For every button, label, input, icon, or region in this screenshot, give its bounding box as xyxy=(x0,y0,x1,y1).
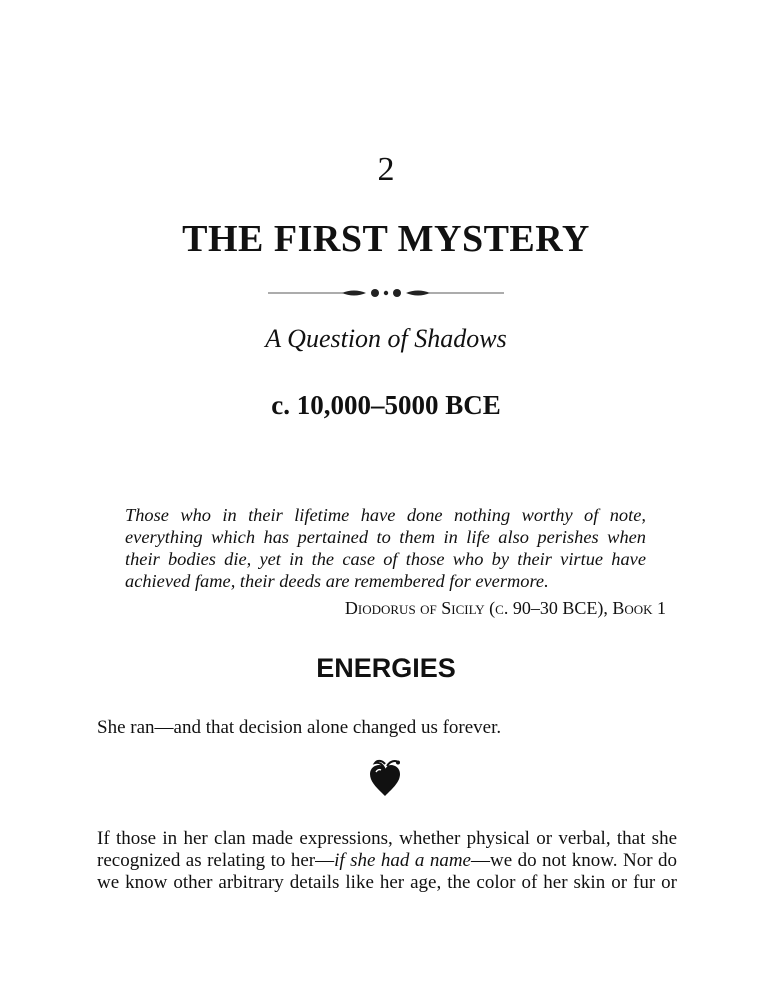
chapter-title: THE FIRST MYSTERY xyxy=(182,218,590,260)
paragraph-line: If those in her clan made expressions, whether physical or verbal, that she xyxy=(97,828,677,849)
opening-line: She ran—and that decision alone changed us forever. xyxy=(97,717,502,738)
section-heading: ENERGIES xyxy=(316,653,456,683)
paragraph-text: recognized as relating to her— xyxy=(97,850,335,871)
epigraph-attribution: Diodorus of Sicily (c. 90–30 BCE), Book 1 xyxy=(344,598,666,618)
chapter-number: 2 xyxy=(377,151,395,188)
chapter-subtitle: A Question of Shadows xyxy=(265,324,507,353)
body-paragraph xyxy=(97,828,677,894)
paragraph-line: we know other arbitrary details like her age, the color of her skin or fur or xyxy=(97,872,677,893)
paragraph-text: —we do not know. Nor do xyxy=(470,850,678,871)
heart-fleuron-icon xyxy=(367,758,403,798)
paragraph-line xyxy=(97,850,677,872)
epigraph-quote: Those who in their lifetime have done nothing worthy of note, everything which has pertained to them in life also perishes when their bodies die, yet in the case of those who by their virtue have achieved fame, their deeds are remembered for evermore. xyxy=(125,505,646,591)
flourish-divider-icon xyxy=(268,283,504,303)
date-range: c. 10,000–5000 BCE xyxy=(271,390,501,420)
italic-phrase: if she had a name xyxy=(334,850,471,871)
